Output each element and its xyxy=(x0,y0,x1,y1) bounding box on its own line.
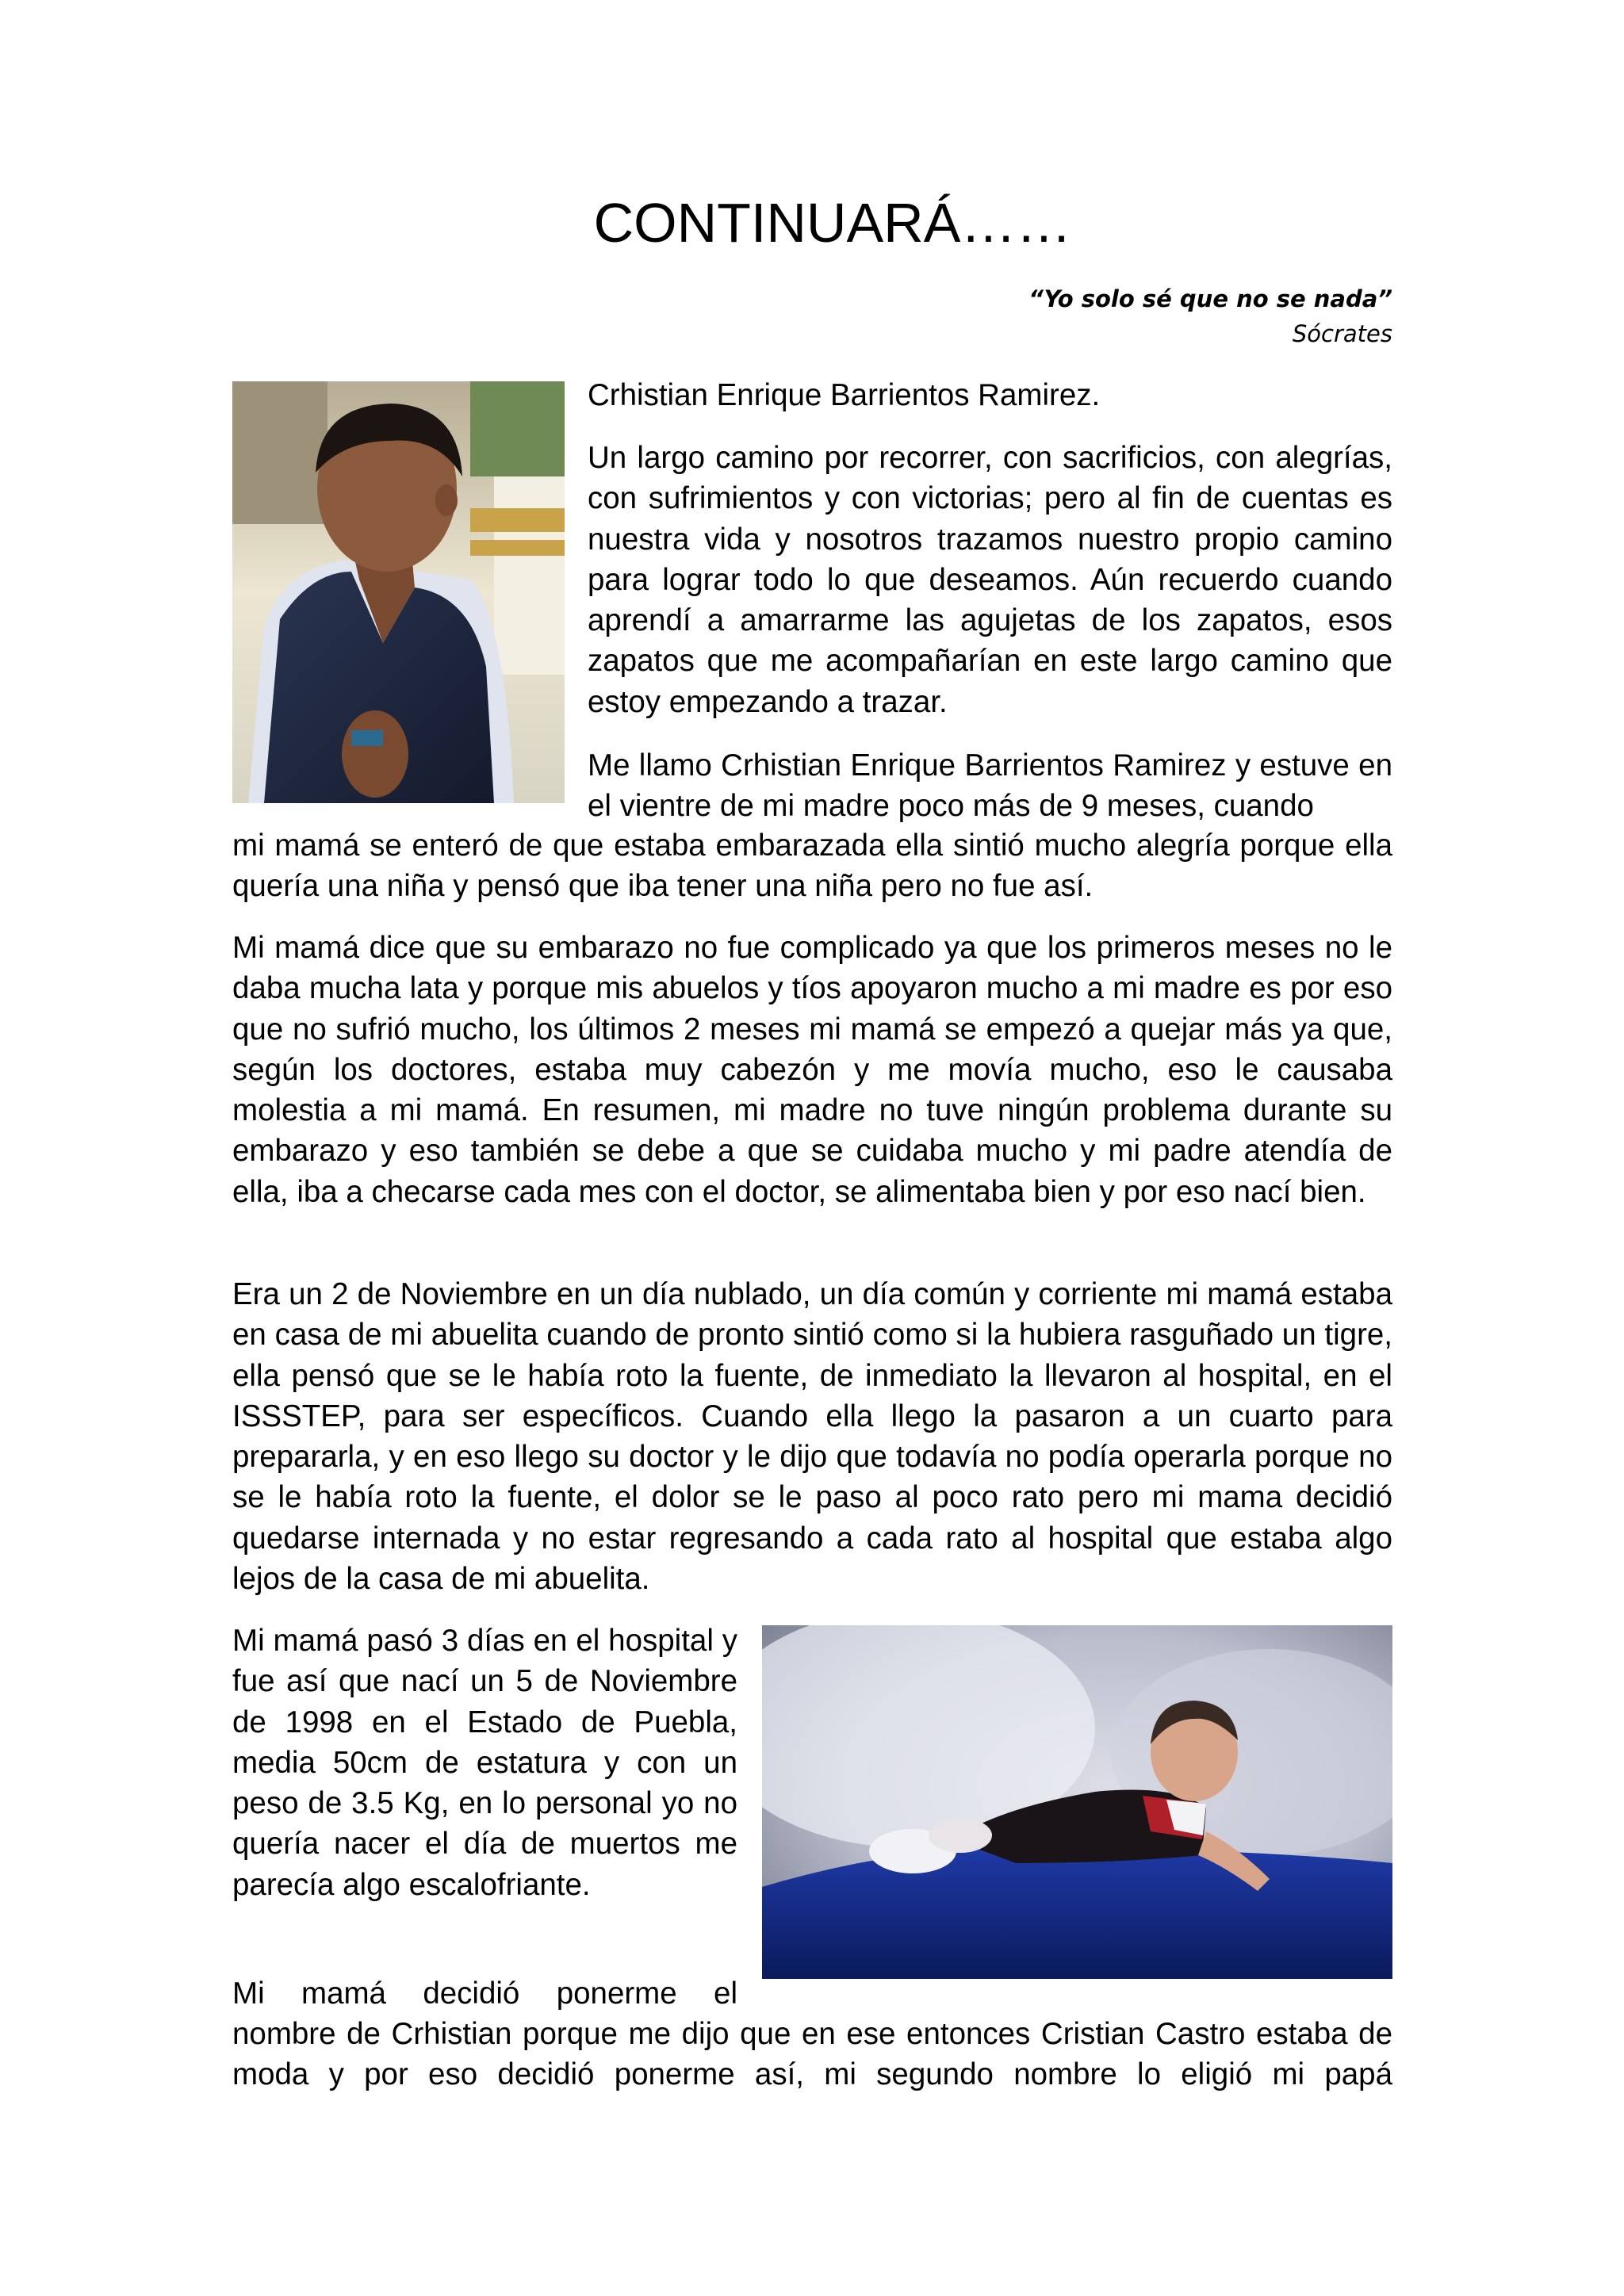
author-name: Crhistian Enrique Barrientos Ramirez. xyxy=(588,378,1101,412)
paragraph-pregnancy: Mi mamá dice que su embarazo no fue complicado ya que los primeros meses no le daba mucha lata y porque mis abuelos y tíos apoyaron mucho a mi madre es por eso que no sufrió mucho, los últimos 2 meses mi mamá se empezó a quejar más ya que, según los doctores, estaba muy cabezón y me movía mucho, eso le causaba molestia a mi mamá. En resumen, mi madre no tuve ningún problema durante su embarazo y eso también se debe a que se cuidaba mucho y mi padre atendía de ella, iba a checarse cada mes con el doctor, se alimentaba bien y por eso nací bien. xyxy=(232,931,1392,1209)
paragraph-name: nombre de Crhistian porque me dijo que en ese entonces Cristian Castro estaba de moda y por eso decidió ponerme así, mi segundo nombre lo eligió mi papá xyxy=(232,2017,1392,2092)
paragraph-birth-first-line: Me llamo Crhistian Enrique Barrientos Ramirez y estuve en el vientre de mi madre poco más de 9 meses, cuando xyxy=(588,748,1392,824)
epigraph-quote: “Yo solo sé que no se nada” xyxy=(1028,285,1392,312)
paragraph-hospital: Mi mamá pasó 3 días en el hospital y fue así que nací un 5 de Noviembre de 1998 en el Estado de Puebla, media 50cm de estatura y con un peso de 3.5 Kg, en lo personal yo no quería nacer el día de muertos me parecía algo escalofriante. xyxy=(232,1624,737,1902)
paragraph-november: Era un 2 de Noviembre en un día nublado, un día común y corriente mi mamá estaba en casa de mi abuelita cuando de pronto sintió como si la hubiera rasguñado un tigre, ella pensó que se le había roto la fuente, de inmediato la llevaron al hospital, en el ISSSTEP, para ser específicos. Cuando ella llego la pasaron a un cuarto para prepararla, y en eso llego su doctor y le dijo que todavía no podía operarla porque no se le había roto la fuente, el dolor se le paso al poco rato pero mi mama decidió quedarse internada y no estar regresando a cada rato al hospital que estaba algo lejos de la casa de mi abuelita. xyxy=(232,1277,1392,1597)
baby-photo xyxy=(762,1625,1392,1979)
boy-portrait-photo xyxy=(232,381,565,803)
epigraph xyxy=(1028,281,1392,351)
paragraph-name-first-line: Mi mamá decidió ponerme el xyxy=(232,1976,737,2011)
paragraph-intro: Un largo camino por recorrer, con sacrificios, con alegrías, con sufrimientos y con victorias; pero al fin de cuentas es nuestra vida y nosotros trazamos nuestro propio camino para lograr todo lo que deseamos. Aún recuerdo cuando aprendí a amarrarme las agujetas de los zapatos, esos zapatos que me acompañarían en este largo camino que estoy empezando a trazar. xyxy=(588,441,1392,719)
page-title: CONTINUARÁ…… xyxy=(593,192,1072,254)
epigraph-author: Sócrates xyxy=(1292,320,1392,347)
paragraph-birth: mi mamá se enteró de que estaba embarazada ella sintió mucho alegría porque ella quería una niña y pensó que iba tener una niña pero no fue así. xyxy=(232,828,1392,904)
